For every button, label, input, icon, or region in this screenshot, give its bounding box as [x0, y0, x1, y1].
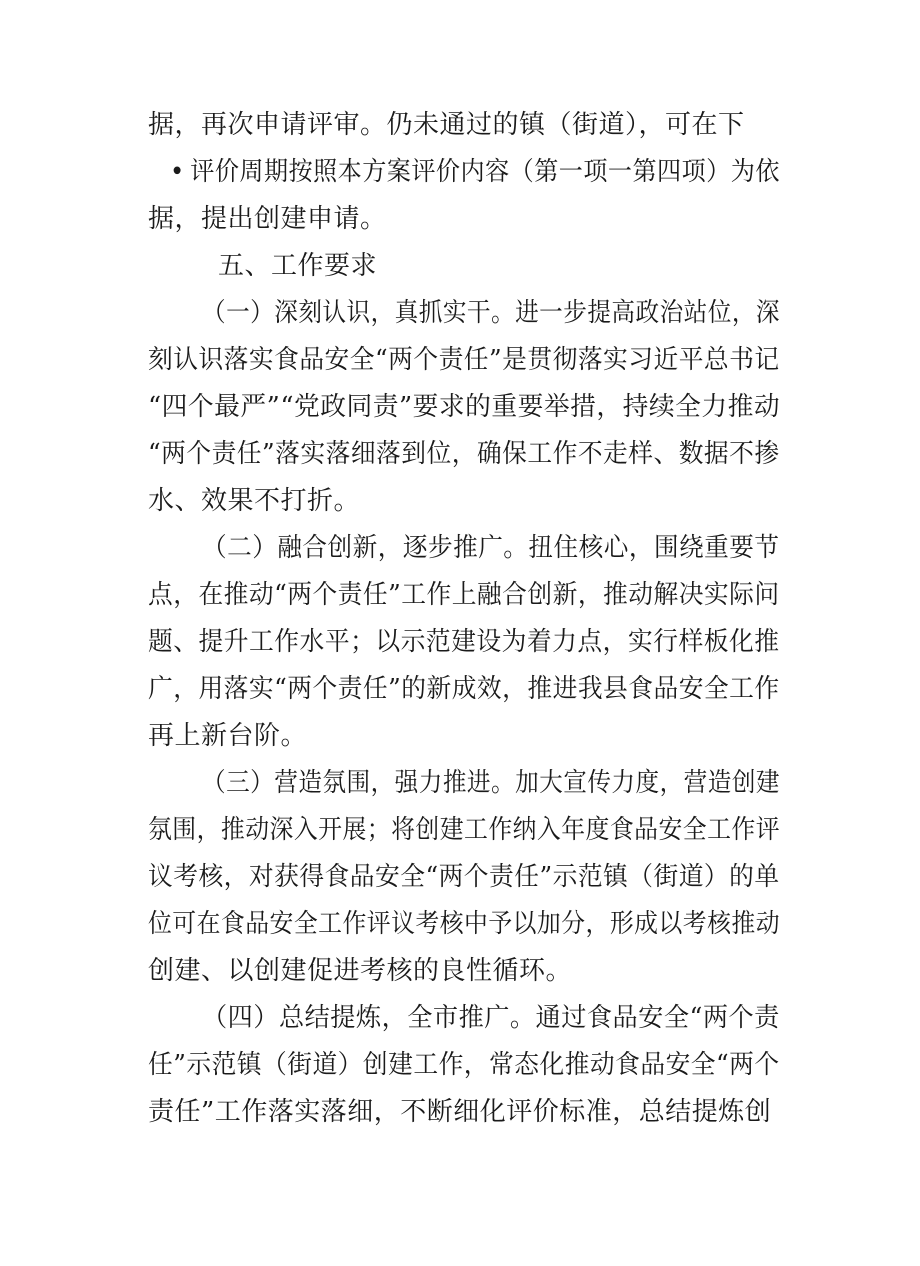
section-heading: 五、工作要求 [218, 251, 378, 281]
text-line: 水、效果不打折。 [148, 486, 361, 516]
text-line: “四个最严”“党政同责”要求的重要举措，持续全力推动 [148, 392, 781, 422]
text-line: 据，提出创建申请。 [148, 204, 387, 234]
text-line: 任”示范镇（街道）创建工作，常态化推动食品安全“两个 [148, 1050, 780, 1080]
text-line: 点，在推动“两个责任”工作上融合创新，推动解决实际问 [148, 580, 780, 610]
text-line: 评价周期按照本方案评价内容（第一项一第四项）为依 [190, 157, 780, 187]
text-line: （二）融合创新，逐步推广。扭住核心，围绕重要节 [202, 533, 780, 563]
text-line: （一）深刻认识，真抓实干。进一步提高政治站位，深 [202, 298, 781, 328]
text-line: 再上新台阶。 [148, 721, 308, 751]
text-line: （四）总结提炼，全市推广。通过食品安全“两个责 [202, 1003, 780, 1033]
text-line: 氛围，推动深入开展；将创建工作纳入年度食品安全工作评 [148, 815, 781, 845]
text-line: 广，用落实“两个责任”的新成效，推进我县食品安全工作 [148, 674, 780, 704]
text-line: 题、提升工作水平；以示范建设为着力点，实行样板化推 [148, 627, 780, 657]
bullet-dot-icon: • [170, 157, 185, 187]
text-line: （三）营造氛围，强力推进。加大宣传力度，营造创建 [202, 768, 781, 798]
text-line: 位可在食品安全工作评议考核中予以加分，形成以考核推动 [148, 909, 781, 939]
text-line: 创建、以创建促进考核的良性循环。 [148, 956, 573, 986]
bulleted-text-line [170, 157, 780, 187]
text-line: 刻认识落实食品安全“两个责任”是贯彻落实习近平总书记 [148, 345, 780, 375]
text-line: 据，再次申请评审。仍未通过的镇（街道），可在下 [148, 110, 745, 140]
text-line: 议考核，对获得食品安全“两个责任”示范镇（街道）的单 [148, 862, 780, 892]
text-line: “两个责任”落实落细落到位，确保工作不走样、数据不掺 [148, 439, 780, 469]
text-line: 责任”工作落实落细，不断细化评价标准，总结提炼创 [148, 1097, 772, 1127]
